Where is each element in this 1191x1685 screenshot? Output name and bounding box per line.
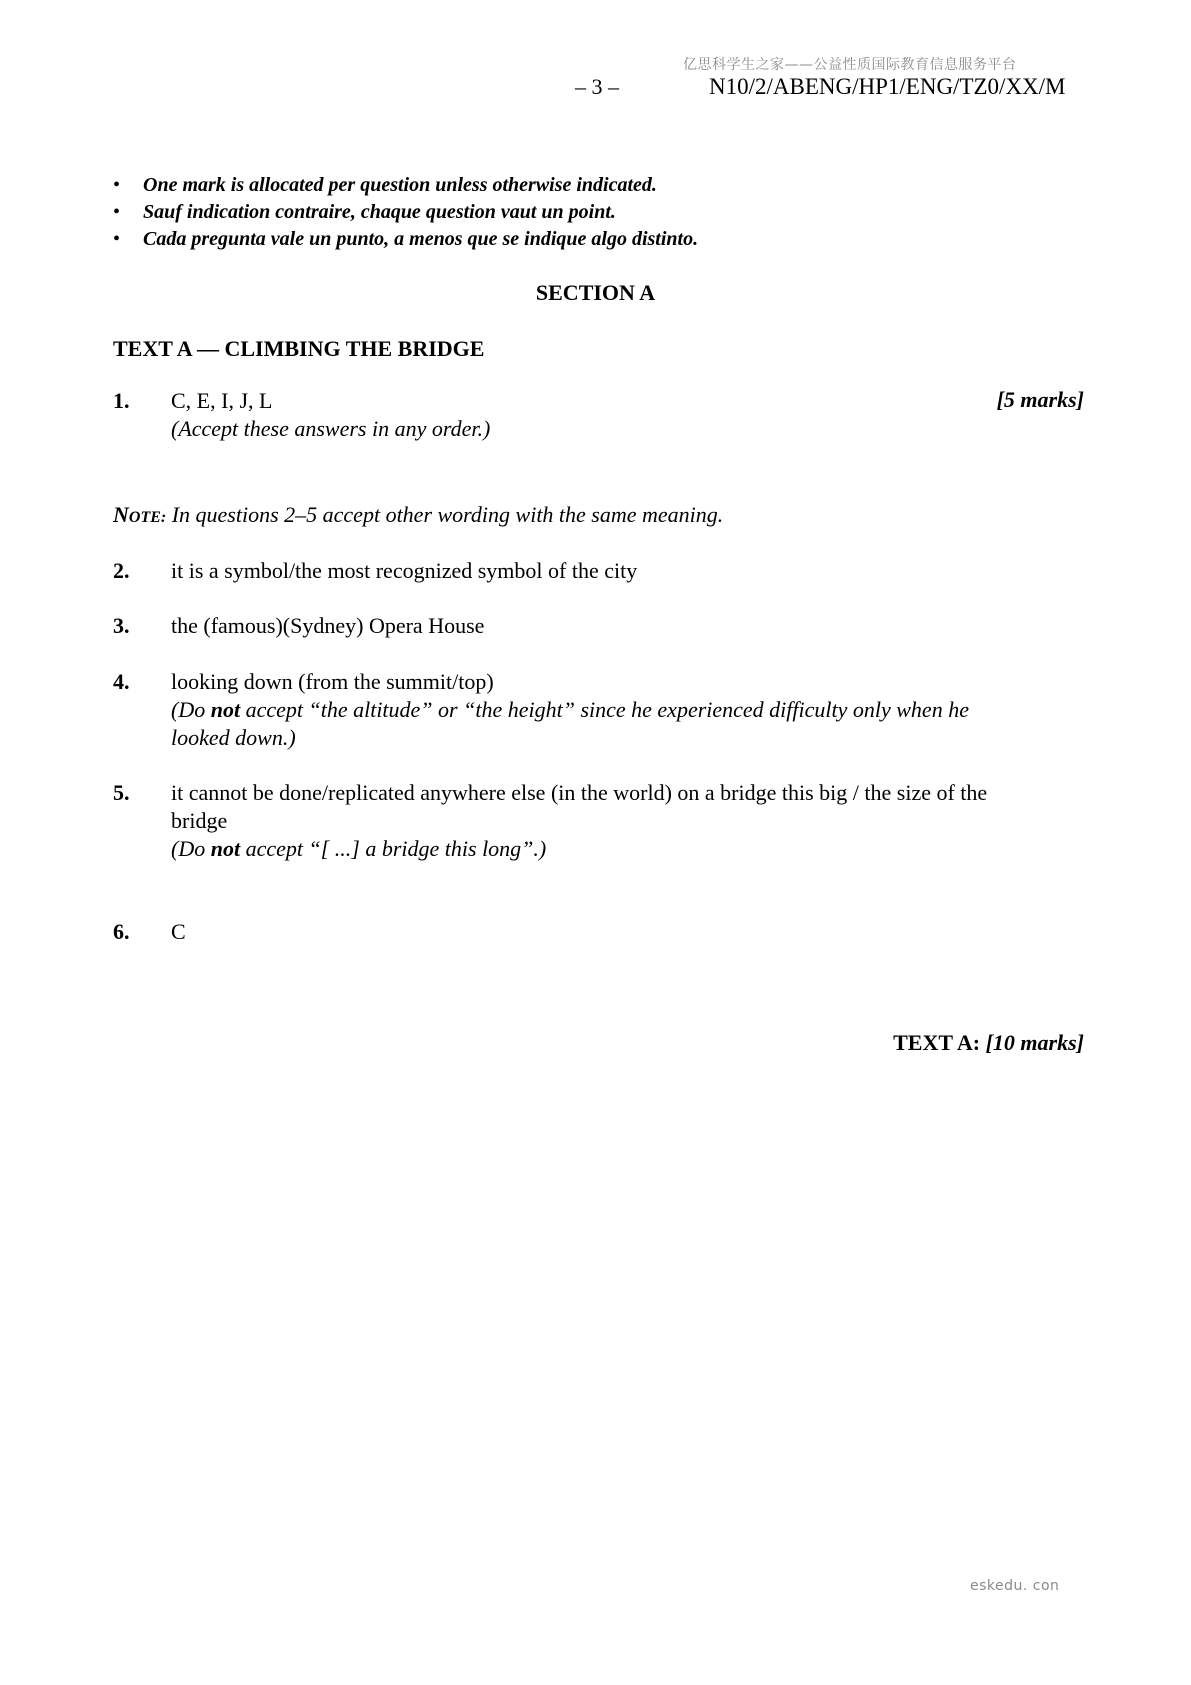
question-answer: looking down (from the summit/top) (171, 669, 494, 694)
instruction-item (113, 172, 698, 199)
document-code: N10/2/ABENG/HP1/ENG/TZ0/XX/M (709, 74, 1066, 99)
note-label-first: N (113, 502, 129, 527)
question-answer: the (famous)(Sydney) Opera House (171, 613, 485, 638)
question-note (171, 696, 1031, 752)
question-number: 4. (113, 669, 130, 694)
header-watermark: 亿思科学生之家——公益性质国际教育信息服务平台 (683, 57, 1017, 73)
total-label: TEXT A: (893, 1030, 981, 1055)
instruction-item (113, 226, 698, 253)
question-answer: C, E, I, J, L (171, 388, 273, 413)
note-text: In questions 2–5 accept other wording with the same meaning. (166, 502, 724, 527)
text-a-total (893, 1030, 1084, 1056)
note-pre: (Do (171, 836, 211, 861)
bullet-icon: • (113, 228, 121, 250)
instruction-item (113, 199, 698, 226)
question-number: 5. (113, 780, 130, 805)
question-note (171, 835, 1031, 863)
instruction-text: Sauf indication contraire, chaque question vaut un point. (143, 201, 616, 223)
page-number: – 3 – (575, 74, 619, 99)
note-bold: not (210, 697, 241, 722)
note-post: accept “the altitude” or “the height” since he experienced difficulty only when he looked down.) (171, 697, 969, 750)
question-body (171, 387, 1091, 443)
note-pre: (Do (171, 697, 211, 722)
note-label-rest: OTE: (128, 509, 167, 526)
question-answer: C (171, 919, 186, 944)
instruction-text: One mark is allocated per question unless otherwise indicated. (143, 174, 657, 196)
question-number: 2. (113, 558, 130, 583)
footer-watermark: eskedu. con (970, 1578, 1060, 1594)
note-post: accept “[ ...] a bridge this long”.) (240, 836, 547, 861)
question-body (171, 779, 1031, 863)
note-bold: not (210, 836, 241, 861)
question-answer: it is a symbol/the most recognized symbol of the city (171, 558, 638, 583)
question-number: 6. (113, 919, 130, 944)
question-number: 3. (113, 613, 130, 638)
bullet-icon: • (113, 201, 121, 223)
text-title: TEXT A — CLIMBING THE BRIDGE (113, 336, 485, 361)
question-1-marks: [5 marks] (996, 387, 1084, 412)
question-number: 1. (113, 388, 130, 413)
question-body (171, 668, 1031, 752)
bullet-icon: • (113, 174, 121, 196)
instructions-list (113, 172, 698, 253)
question-note: (Accept these answers in any order.) (171, 416, 491, 441)
general-note (113, 502, 723, 528)
question-answer: it cannot be done/replicated anywhere else (in the world) on a bridge this big / the size of the bridge (171, 780, 988, 833)
instruction-text: Cada pregunta vale un punto, a menos que se indique algo distinto. (143, 228, 699, 250)
section-title: SECTION A (535, 280, 656, 305)
total-marks: [10 marks] (985, 1030, 1084, 1055)
note-label (113, 502, 166, 527)
